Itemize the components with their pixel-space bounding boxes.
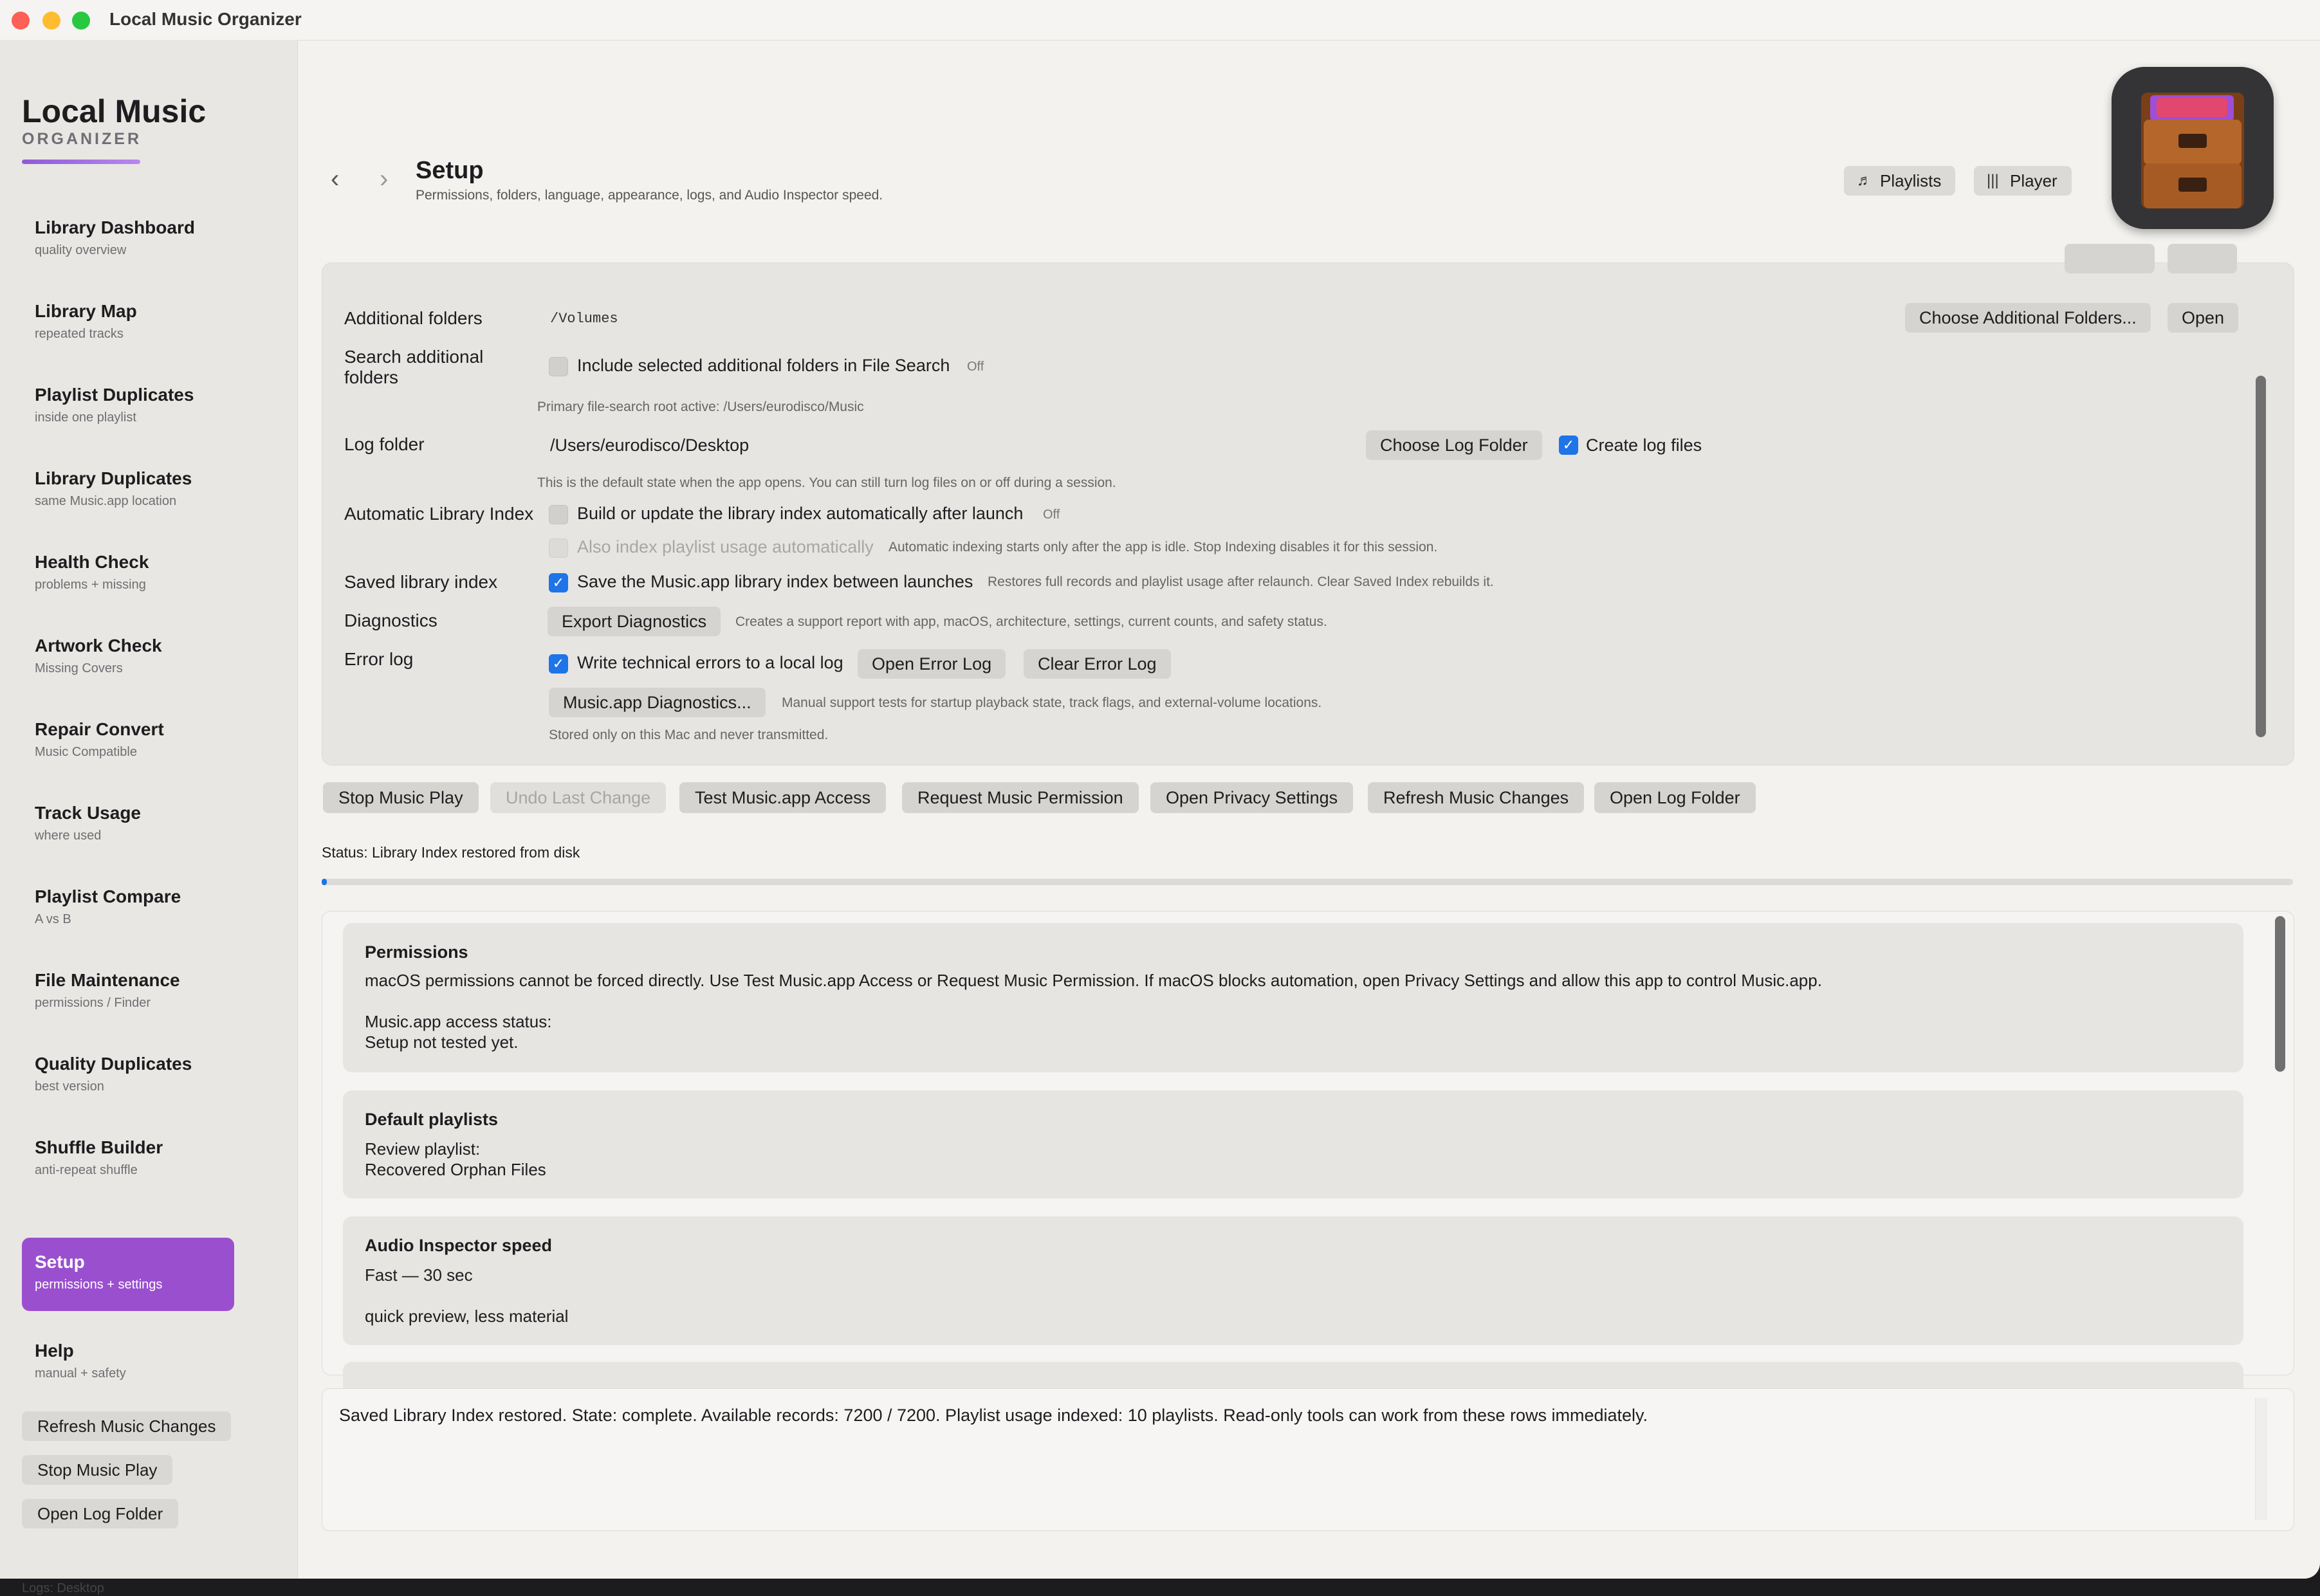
save-library-index-checkbox[interactable]: ✓ bbox=[549, 573, 568, 592]
include-additional-folders-state: Off bbox=[967, 360, 984, 374]
audio-inspector-speed-value: Fast — 30 sec bbox=[365, 1265, 473, 1285]
create-log-files-checkbox[interactable]: ✓ bbox=[1559, 436, 1578, 455]
brand-underline bbox=[22, 160, 140, 164]
audio-inspector-speed-note: quick preview, less material bbox=[365, 1307, 569, 1326]
sidebar-item-sub: inside one playlist bbox=[35, 410, 136, 425]
sidebar bbox=[0, 40, 298, 1595]
sidebar-item-label: Playlist Compare bbox=[35, 886, 181, 906]
permissions-card-title: Permissions bbox=[365, 942, 468, 962]
sidebar-item-sub: A vs B bbox=[35, 912, 71, 926]
music-access-status-value: Setup not tested yet. bbox=[365, 1032, 519, 1052]
stored-locally-note: Stored only on this Mac and never transmitted. bbox=[549, 728, 829, 742]
sidebar-item-playlist-compare[interactable] bbox=[22, 876, 234, 940]
sidebar-item-label: Help bbox=[35, 1341, 74, 1361]
stop-music-play-button[interactable]: Stop Music Play bbox=[323, 782, 479, 813]
saved-library-index-label: Saved library index bbox=[344, 572, 498, 592]
music-app-diagnostics-note: Manual support tests for startup playback state, track flags, and external-volume locations. bbox=[782, 695, 1322, 710]
automatic-library-index-label: Automatic Library Index bbox=[344, 504, 534, 524]
status-text: Status: Library Index restored from disk bbox=[322, 844, 580, 861]
sidebar-stop-music-play-button[interactable]: Stop Music Play bbox=[22, 1455, 172, 1485]
brand-title: Local Music bbox=[22, 93, 207, 129]
auto-build-index-label: Build or update the library index automatically after launch bbox=[577, 504, 1024, 523]
playlist-icon: ♬ bbox=[1857, 172, 1872, 189]
saved-index-note: Restores full records and playlist usage after relaunch. Clear Saved Index rebuilds it. bbox=[988, 574, 1494, 589]
sidebar-item-sub: quality overview bbox=[35, 243, 127, 257]
write-error-log-checkbox[interactable]: ✓ bbox=[549, 654, 568, 674]
sidebar-item-label: Setup bbox=[35, 1252, 85, 1272]
open-additional-folders-button[interactable]: Open bbox=[2168, 303, 2238, 333]
audio-inspector-card bbox=[343, 1216, 2243, 1345]
auto-build-index-state: Off bbox=[1043, 508, 1060, 522]
request-music-permission-button[interactable]: Request Music Permission bbox=[902, 782, 1139, 813]
sidebar-item-health-check[interactable] bbox=[22, 542, 234, 606]
open-log-folder-button[interactable]: Open Log Folder bbox=[1594, 782, 1756, 813]
search-additional-label-line1: Search additional bbox=[344, 347, 484, 367]
sidebar-item-library-map[interactable] bbox=[22, 291, 234, 355]
log-folder-value: /Users/eurodisco/Desktop bbox=[550, 436, 750, 455]
playlists-button[interactable] bbox=[1844, 166, 1955, 196]
permissions-card-text: macOS permissions cannot be forced directly. Use Test Music.app Access or Request Music Permission. If macOS blocks automation, open Privacy Settings and allow this app to control Music.app. bbox=[365, 971, 1822, 990]
sidebar-item-sub: Music Compatible bbox=[35, 745, 137, 759]
info-cards-scrollbar[interactable] bbox=[2275, 916, 2285, 1072]
sidebar-item-label: Health Check bbox=[35, 552, 149, 572]
sidebar-item-sub: repeated tracks bbox=[35, 327, 124, 341]
forward-arrow-icon[interactable]: › bbox=[380, 165, 389, 193]
refresh-music-changes-button[interactable]: Refresh Music Changes bbox=[1368, 782, 1584, 813]
auto-index-playlist-usage-checkbox[interactable] bbox=[549, 538, 568, 558]
title-bar bbox=[0, 0, 2320, 41]
default-playlists-card bbox=[343, 1090, 2243, 1198]
search-additional-label-line2: folders bbox=[344, 367, 399, 387]
log-output-area[interactable] bbox=[322, 1388, 2294, 1531]
sidebar-item-setup[interactable] bbox=[22, 1238, 234, 1311]
music-access-status-label: Music.app access status: bbox=[365, 1012, 552, 1031]
sidebar-item-label: Shuffle Builder bbox=[35, 1137, 163, 1157]
sidebar-open-log-folder-button[interactable]: Open Log Folder bbox=[22, 1499, 178, 1528]
test-music-app-access-button[interactable]: Test Music.app Access bbox=[679, 782, 886, 813]
sidebar-item-shuffle-builder[interactable] bbox=[22, 1127, 234, 1191]
sidebar-item-label: Playlist Duplicates bbox=[35, 385, 194, 405]
logs-location-note: Logs: Desktop bbox=[22, 1581, 104, 1595]
sidebar-item-artwork-check[interactable] bbox=[22, 625, 234, 690]
log-folder-label: Log folder bbox=[344, 434, 425, 454]
include-additional-folders-checkbox[interactable] bbox=[549, 357, 568, 376]
progress-fill bbox=[322, 879, 327, 885]
choose-log-folder-button[interactable]: Choose Log Folder bbox=[1366, 430, 1542, 460]
brand-subtitle: ORGANIZER bbox=[22, 130, 142, 148]
info-cards-area bbox=[322, 911, 2294, 1375]
auto-index-playlist-usage-label: Also index playlist usage automatically bbox=[577, 537, 874, 556]
page-title: Setup bbox=[416, 157, 484, 184]
diagnostics-label: Diagnostics bbox=[344, 610, 437, 630]
music-app-diagnostics-button[interactable]: Music.app Diagnostics... bbox=[549, 688, 766, 717]
save-library-index-label: Save the Music.app library index between launches bbox=[577, 572, 973, 591]
additional-folders-value: /Volumes bbox=[550, 311, 618, 327]
log-folder-note: This is the default state when the app opens. You can still turn log files on or off during a session. bbox=[537, 475, 1116, 490]
diagnostics-note: Creates a support report with app, macOS, architecture, settings, current counts, and safety status. bbox=[735, 614, 1327, 629]
sidebar-item-sub: anti-repeat shuffle bbox=[35, 1163, 138, 1177]
sidebar-item-label: Quality Duplicates bbox=[35, 1054, 192, 1074]
create-log-files-label: Create log files bbox=[1586, 436, 1702, 455]
sidebar-item-label: Artwork Check bbox=[35, 636, 162, 656]
choose-additional-folders-button[interactable]: Choose Additional Folders... bbox=[1905, 303, 2151, 333]
sidebar-item-sub: problems + missing bbox=[35, 578, 146, 592]
undo-last-change-button[interactable]: Undo Last Change bbox=[490, 782, 666, 813]
write-error-log-label: Write technical errors to a local log bbox=[577, 653, 843, 672]
sidebar-item-label: Library Map bbox=[35, 301, 137, 321]
review-playlist-label: Review playlist: bbox=[365, 1139, 481, 1159]
search-additional-folders-label bbox=[344, 347, 483, 388]
sidebar-item-quality-duplicates[interactable] bbox=[22, 1043, 234, 1108]
sidebar-item-file-maintenance[interactable] bbox=[22, 960, 234, 1024]
settings-scrollbar[interactable] bbox=[2256, 376, 2266, 737]
clipped-button[interactable] bbox=[2168, 244, 2237, 273]
clipped-button[interactable] bbox=[2065, 244, 2155, 273]
audio-inspector-card-title: Audio Inspector speed bbox=[365, 1236, 553, 1255]
sidebar-item-label: Repair Convert bbox=[35, 719, 164, 739]
error-log-label: Error log bbox=[344, 649, 414, 669]
sidebar-item-library-duplicates[interactable] bbox=[22, 458, 234, 522]
sidebar-refresh-music-changes-button[interactable]: Refresh Music Changes bbox=[22, 1411, 231, 1441]
waveform-icon: ||| bbox=[1987, 172, 1999, 189]
sidebar-item-help[interactable] bbox=[22, 1330, 234, 1395]
sidebar-item-sub: permissions + settings bbox=[35, 1278, 163, 1292]
playlists-button-label: Playlists bbox=[1880, 171, 1942, 190]
sidebar-item-label: Library Duplicates bbox=[35, 468, 192, 488]
include-additional-folders-label: Include selected additional folders in File Search bbox=[577, 356, 950, 375]
sidebar-item-sub: Missing Covers bbox=[35, 661, 123, 675]
log-output-text: Saved Library Index restored. State: complete. Available records: 7200 / 7200. Playlist usage indexed: 10 playlists. Read-only tools can work from these rows immediately. bbox=[339, 1406, 1648, 1425]
app-icon bbox=[2112, 67, 2274, 229]
additional-folders-label: Additional folders bbox=[344, 308, 483, 328]
auto-build-index-checkbox[interactable] bbox=[549, 505, 568, 524]
log-output-scrollbar[interactable] bbox=[2255, 1398, 2267, 1520]
minimize-window-button[interactable] bbox=[42, 12, 60, 30]
auto-index-note: Automatic indexing starts only after the app is idle. Stop Indexing disables it for this session. bbox=[888, 540, 1438, 555]
sidebar-item-label: Library Dashboard bbox=[35, 217, 195, 237]
sidebar-item-sub: best version bbox=[35, 1079, 104, 1094]
clear-error-log-button[interactable]: Clear Error Log bbox=[1024, 649, 1171, 679]
review-playlist-value: Recovered Orphan Files bbox=[365, 1160, 546, 1179]
back-arrow-icon[interactable]: ‹ bbox=[331, 165, 340, 193]
player-button-label: Player bbox=[2010, 171, 2058, 190]
primary-search-root-note: Primary file-search root active: /Users/eurodisco/Music bbox=[537, 399, 864, 414]
player-button[interactable] bbox=[1974, 166, 2072, 196]
sidebar-item-library-dashboard[interactable] bbox=[22, 207, 234, 271]
default-playlists-card-title: Default playlists bbox=[365, 1110, 499, 1129]
open-privacy-settings-button[interactable]: Open Privacy Settings bbox=[1150, 782, 1353, 813]
sidebar-item-sub: where used bbox=[35, 829, 102, 843]
sidebar-item-track-usage[interactable] bbox=[22, 793, 234, 857]
settings-panel bbox=[322, 262, 2294, 766]
sidebar-item-playlist-duplicates[interactable] bbox=[22, 374, 234, 439]
permissions-card bbox=[343, 923, 2243, 1072]
export-diagnostics-button[interactable]: Export Diagnostics bbox=[548, 607, 721, 636]
sidebar-item-sub: same Music.app location bbox=[35, 494, 177, 508]
sidebar-item-label: File Maintenance bbox=[35, 970, 180, 990]
sidebar-item-repair-convert[interactable] bbox=[22, 709, 234, 773]
sidebar-item-label: Track Usage bbox=[35, 803, 141, 823]
zoom-window-button[interactable] bbox=[72, 12, 90, 30]
sidebar-item-sub: permissions / Finder bbox=[35, 996, 151, 1010]
progress-bar bbox=[322, 879, 2293, 885]
window-title: Local Music Organizer bbox=[109, 9, 302, 29]
open-error-log-button[interactable]: Open Error Log bbox=[858, 649, 1006, 679]
sidebar-item-sub: manual + safety bbox=[35, 1366, 126, 1380]
page-subtitle: Permissions, folders, language, appearance, logs, and Audio Inspector speed. bbox=[416, 188, 883, 203]
close-window-button[interactable] bbox=[12, 12, 30, 30]
